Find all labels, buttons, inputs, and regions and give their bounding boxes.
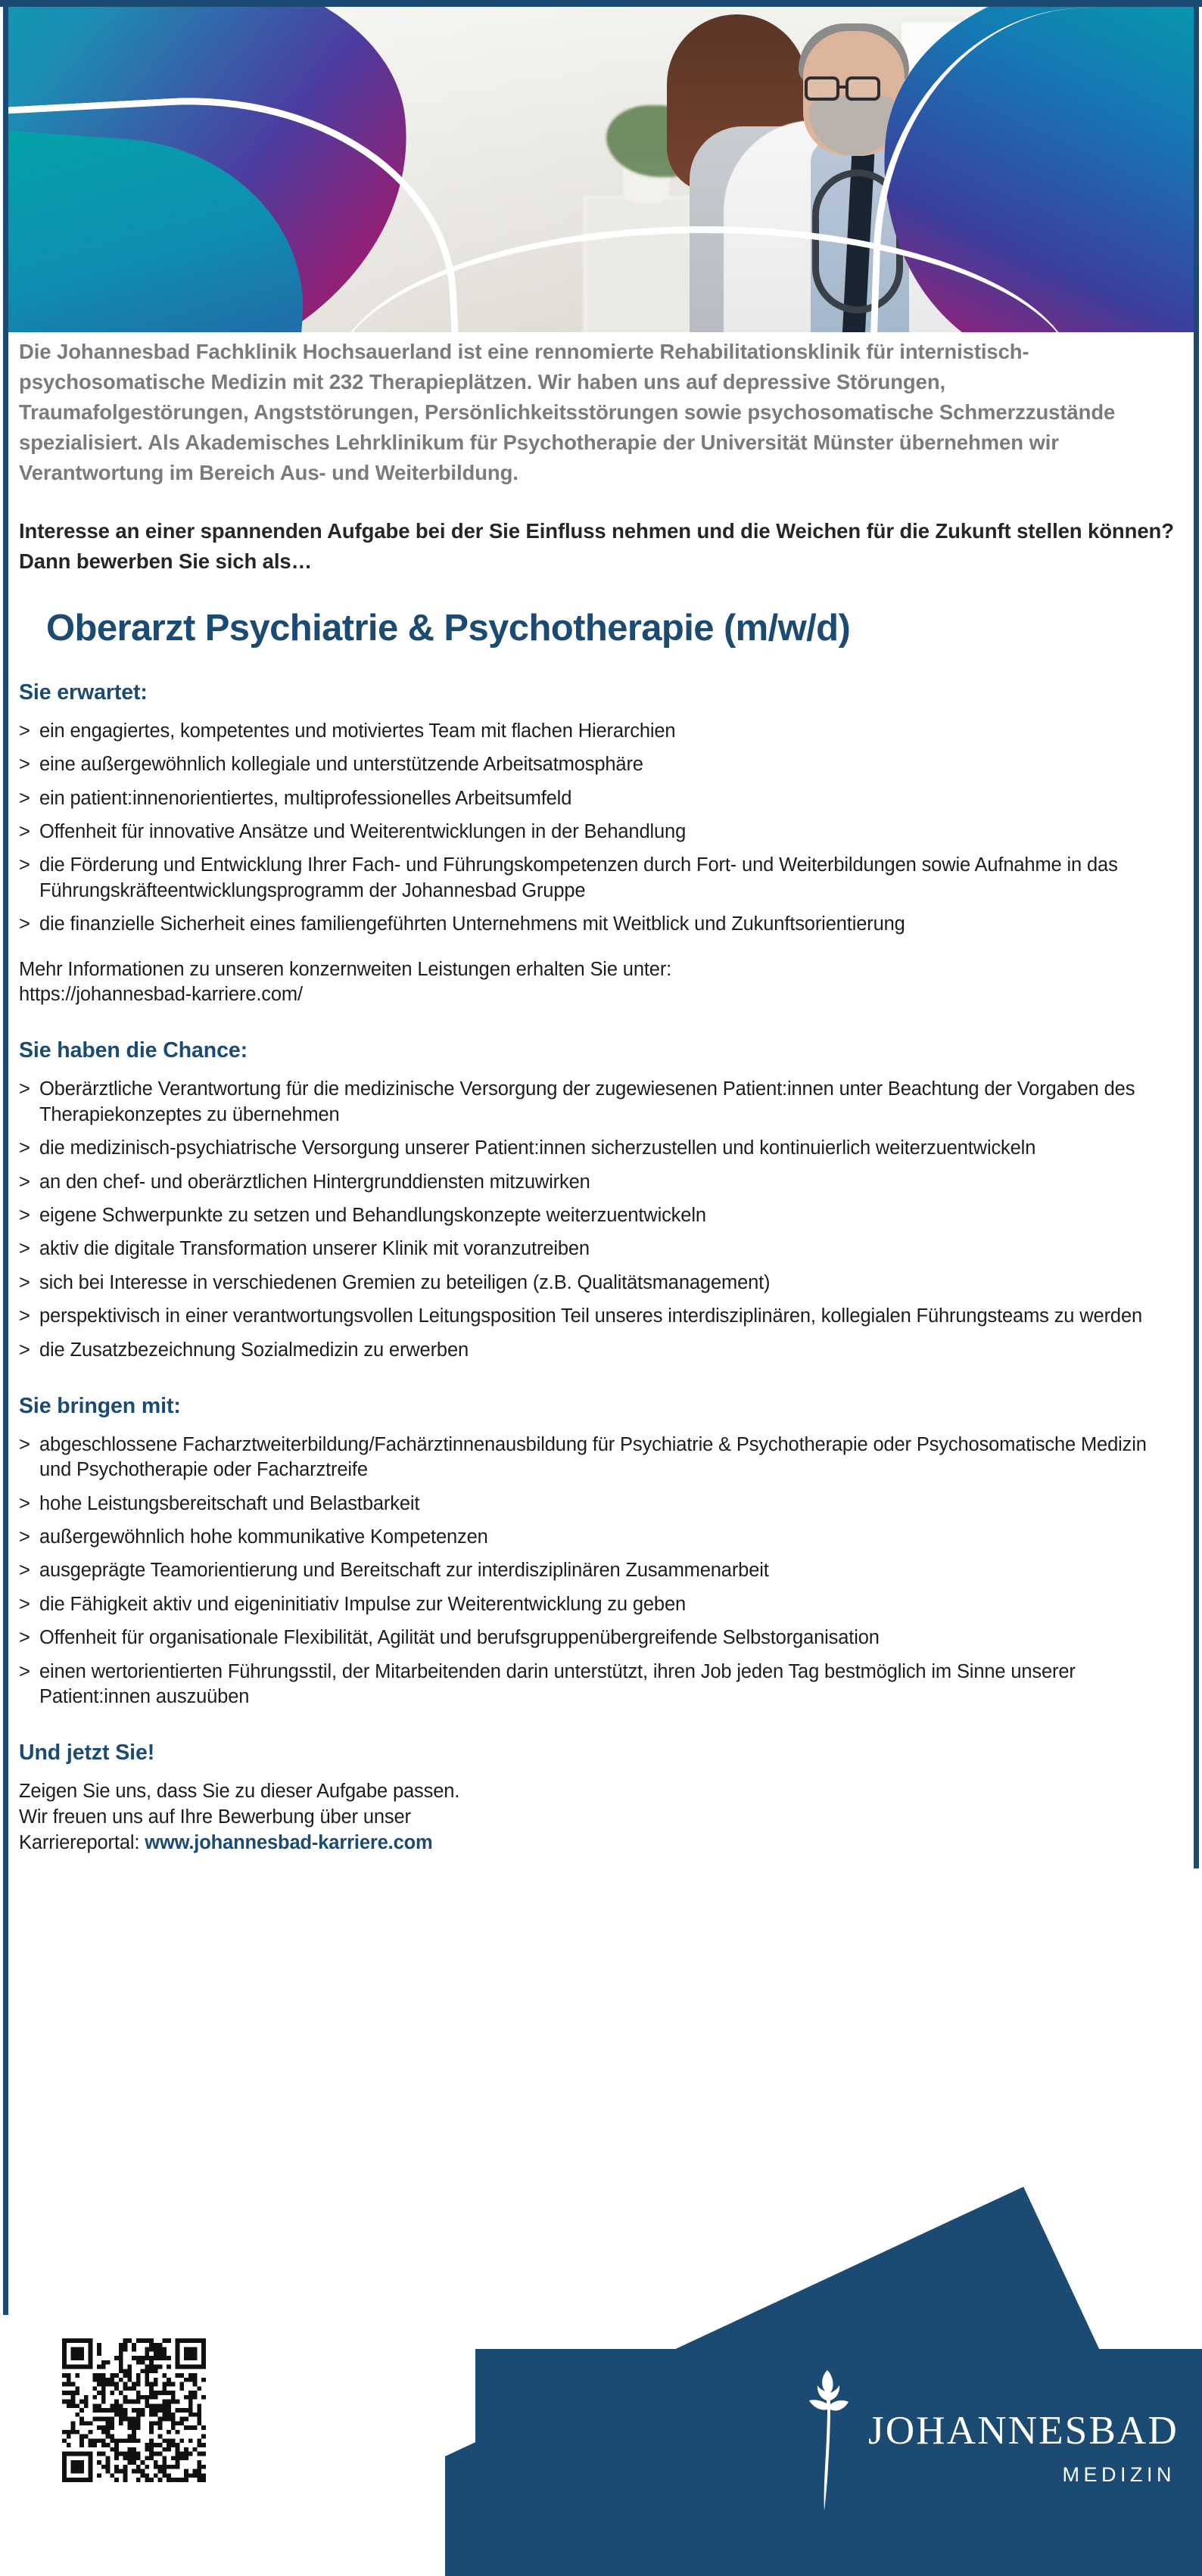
glasses-icon [845,76,880,101]
list-item [19,752,1176,777]
bullet-marker: > [19,854,30,876]
bullet-marker: > [19,1339,30,1361]
list-item-text: eine außergewöhnlich kollegiale und unterstützende Arbeitsatmosphäre [39,754,643,776]
list-item-text: eigene Schwerpunkte zu setzen und Behandlungskonzepte weiterzuentwickeln [39,1204,706,1226]
list-sie-erwartet [19,719,1176,938]
list-item-text: ein engagiertes, kompetentes und motiviertes Team mit flachen Hierarchien [39,720,676,742]
section-heading-und-jetzt-sie: Und jetzt Sie! [19,1741,155,1766]
list-item-text: sich bei Interesse in verschiedenen Gremien zu beteiligen (z.B. Qualitätsmanagement) [39,1271,771,1293]
closing-block [19,1779,1176,1856]
bullet-marker: > [19,720,30,742]
list-item-text: aktiv die digitale Transformation unserer Klinik mit voranzutreiben [39,1238,590,1260]
list-item [19,1558,1176,1583]
list-sie-haben-die-chance [19,1077,1176,1363]
list-item [19,853,1176,904]
logo-wordmark [868,2369,1179,2487]
bullet-marker: > [19,754,30,776]
list-item-text: perspektivisch in einer verantwortungsvollen Leitungsposition Teil unseres interdisziplinären, kollegialen Führungsteams zu werden [39,1305,1143,1327]
list-item [19,1626,1176,1650]
bullet-marker: > [19,1204,30,1226]
advert-content [8,337,1194,1856]
list-item [19,786,1176,811]
list-item-text: außergewöhnlich hohe kommunikative Kompetenzen [39,1526,488,1548]
left-border-rail [3,7,8,2315]
bullet-marker: > [19,1627,30,1649]
list-item [19,1271,1176,1296]
career-portal-link[interactable]: www.johannesbad-karriere.com [145,1832,433,1854]
bullet-marker: > [19,1305,30,1327]
list-item [19,1170,1176,1195]
section-heading-sie-erwartet: Sie erwartet: [19,680,148,705]
company-logo [799,2369,1179,2512]
list-item [19,1492,1176,1517]
list-item [19,1433,1176,1483]
bullet-marker: > [19,1526,30,1548]
bullet-marker: > [19,787,30,809]
list-item [19,1338,1176,1363]
list-item-text: einen wertorientierten Führungsstil, der Mitarbeitenden darin unterstützt, ihren Job jeden Tag bestmöglich im Sinne unserer Patient:innen auszuüben [39,1660,1076,1708]
list-item-text: die Zusatzbezeichnung Sozialmedizin zu erwerben [39,1339,469,1361]
intro-hook: Interesse an einer spannenden Aufgabe bei der Sie Einfluss nehmen und die Weichen für die Zukunft stellen können? Dann bewerben Sie sich als… [19,519,1174,573]
bullet-marker: > [19,1433,30,1455]
bullet-marker: > [19,1492,30,1514]
list-item [19,912,1176,937]
list-item [19,1525,1176,1550]
bullet-marker: > [19,1137,30,1159]
more-info-line: Mehr Informationen zu unseren konzernweiten Leistungen erhalten Sie unter: [19,958,672,980]
hero-image [8,7,1194,332]
list-sie-bringen-mit [19,1433,1176,1710]
list-item [19,1592,1176,1617]
glasses-icon [805,76,839,101]
list-item-text: die Fähigkeit aktiv und eigeninitiativ Impulse zur Weiterentwicklung zu geben [39,1593,687,1615]
list-item [19,1203,1176,1228]
section-heading-sie-haben-die-chance: Sie haben die Chance: [19,1038,248,1063]
list-item [19,1304,1176,1329]
intro-paragraph: Die Johannesbad Fachklinik Hochsauerland ist eine rennomierte Rehabilitationsklinik für internistisch-psychosomatische Medizin mit 232 Therapieplätzen. Wir haben uns auf depressive Störungen, Traumafolgestörungen, Angststörungen, Persönlichkeitsstörungen sowie psychosomatische Schmerzzustände spezialisiert. Als Akademisches Lehrklinikum für Psychotherapie der Universität Münster übernehmen wir Verantwortung im Bereich Aus- und Weiterbildung. [19,340,1116,484]
qr-code-canvas[interactable] [62,2338,206,2482]
list-item-text: an den chef- und oberärztlichen Hintergrunddiensten mitzuwirken [39,1171,590,1193]
list-item-text: Oberärztliche Verantwortung für die medizinische Versorgung der zugewiesenen Patient:innen unter Beachtung der Vorgaben des Therapiekonzeptes zu übernehmen [39,1078,1135,1125]
list-item-text: die medizinisch-psychiatrische Versorgung unserer Patient:innen sicherzustellen und kontinuierlich weiterzuentwickeln [39,1137,1036,1159]
bullet-marker: > [19,1078,30,1100]
more-info-url[interactable]: https://johannesbad-karriere.com/ [19,984,303,1006]
bullet-marker: > [19,1660,30,1682]
list-item [19,1077,1176,1128]
list-item-text: hohe Leistungsbereitschaft und Belastbarkeit [39,1492,420,1514]
list-item-text: die finanzielle Sicherheit eines familiengeführten Unternehmens mit Weitblick und Zukunftsorientierung [39,913,905,935]
list-item-text: ein patient:innenorientiertes, multiprofessionelles Arbeitsumfeld [39,787,572,809]
career-portal-label: Karriereportal: [19,1832,145,1854]
qr-code[interactable] [62,2338,206,2482]
closing-line-2: Wir freuen uns auf Ihre Bewerbung über unser [19,1806,411,1828]
bullet-marker: > [19,1271,30,1293]
logo-subtitle: MEDIZIN [1062,2463,1176,2486]
list-item-text: Offenheit für organisationale Flexibilität, Agilität und berufsgruppenübergreifende Selbstorganisation [39,1627,880,1649]
bullet-marker: > [19,1593,30,1615]
list-item-text: ausgeprägte Teamorientierung und Bereitschaft zur interdisziplinären Zusammenarbeit [39,1560,769,1582]
list-item [19,820,1176,845]
bullet-marker: > [19,1560,30,1582]
glasses-bridge [839,86,847,89]
list-item-text: Offenheit für innovative Ansätze und Weiterentwicklungen in der Behandlung [39,821,687,843]
logo-title: JOHANNESBAD [868,2409,1179,2453]
page-title: Oberarzt Psychiatrie & Psychotherapie (m/w/d) [46,608,851,649]
bullet-marker: > [19,821,30,843]
top-border-rule [0,0,1202,7]
bullet-marker: > [19,913,30,935]
section-heading-sie-bringen-mit: Sie bringen mit: [19,1393,181,1418]
list-item-text: die Förderung und Entwicklung Ihrer Fach- und Führungskompetenzen durch Fort- und Weiterbildungen sowie Aufnahme in das Führungskräfteentwicklungsprogramm der Johannesbad Gruppe [39,854,1118,901]
list-item [19,1237,1176,1262]
right-border-rail [1194,7,1199,1868]
list-item-text: abgeschlossene Facharztweiterbildung/Fachärztinnenausbildung für Psychiatrie & Psychotherapie oder Psychosomatische Medizin und Psychotherapie oder Facharztreife [39,1433,1147,1481]
list-item [19,1660,1176,1710]
list-item [19,719,1176,744]
johannesbad-figure-icon [799,2369,855,2512]
list-item [19,1136,1176,1161]
bullet-marker: > [19,1171,30,1193]
bullet-marker: > [19,1238,30,1260]
closing-line-1: Zeigen Sie uns, dass Sie zu dieser Aufgabe passen. [19,1781,460,1803]
closing-line-3 [19,1831,1176,1856]
